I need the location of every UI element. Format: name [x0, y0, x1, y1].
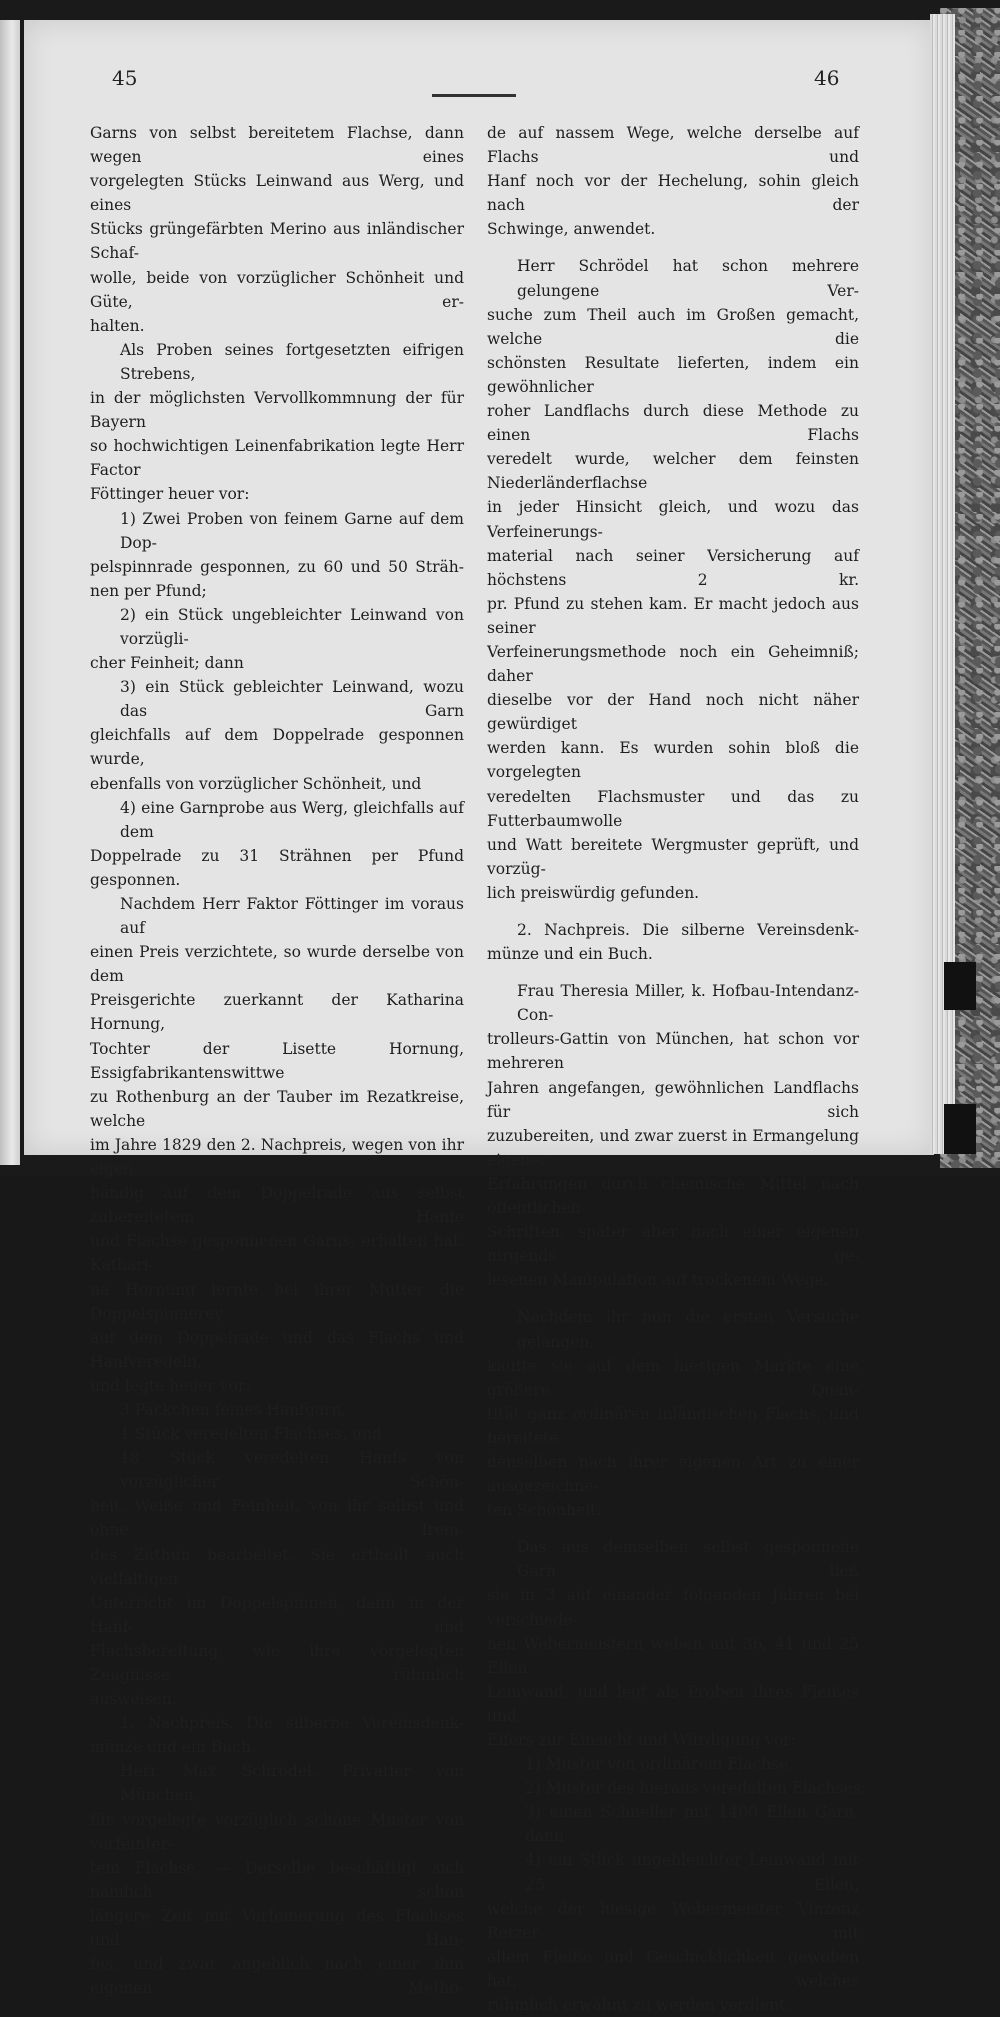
text-line: 1. Nachpreis. Die silberne Vereinsdenk- [120, 1714, 464, 1733]
text-line: de auf nassem Wege, welche derselbe auf Flachs und [487, 124, 859, 167]
text-line: 3 Päckchen feines Hanfgarn, [120, 1400, 347, 1419]
left-text-column [90, 121, 464, 2000]
text-line: und Watt bereitete Wergmuster geprüft, und vorzüg- [487, 835, 859, 878]
text-line: lich preiswürdig gefunden. [487, 883, 700, 902]
text-line: Unterricht im Doppelspinnen, dann in der Hanf- und [90, 1593, 464, 1636]
text-line: münze und ein Buch. [90, 1738, 256, 1757]
text-line: Herr Max Schrödel, Privatier von München, [120, 1762, 464, 1805]
header-rule [432, 94, 516, 97]
text-line: einen Preis verzichtete, so wurde derselbe von dem [90, 943, 464, 986]
text-line: nen per Pfund; [90, 581, 207, 600]
text-line: tität ganz ordinären inländischen Flachs, und bereitete [487, 1404, 859, 1447]
text-line: Nachdem Herr Faktor Föttinger im voraus auf [120, 895, 464, 938]
paragraph-gap [487, 241, 859, 254]
text-line: cher Feinheit; dann [90, 654, 244, 673]
text-line: 1) Zwei Proben von feinem Garne auf dem Dop- [120, 509, 464, 552]
text-line: allem Fleiße und Geschicklichkeit gewoben hat, welches [487, 1947, 859, 1990]
text-line: Preisgerichte zuerkannt der Katharina Hornung, [90, 991, 464, 1034]
text-line: und legte heuer vor: [90, 1376, 251, 1395]
text-line: Das aus demselben selbst gesponnene Garn ließ [517, 1538, 859, 1581]
text-line: in jeder Hinsicht gleich, und wozu das Verfeinerungs- [487, 498, 859, 541]
text-line: für vorgelegte vorzüglich schöne Muster von verfeinter- [90, 1810, 464, 1853]
text-line: 2) Muster des hieraus veredelten Flachses, [525, 1779, 866, 1798]
text-line: roher Landflachs durch diese Methode zu einen Flachs [487, 402, 859, 445]
text-line: so hochwichtigen Leinenfabrikation legte Herr Factor [90, 437, 464, 480]
text-line: suche zum Theil auch im Großen gemacht, welche die [487, 305, 859, 348]
text-line: längere Zeit mit Verfeinerung des Flachses und Han- [90, 1906, 464, 1950]
text-line: ten Schönheit. [487, 1501, 602, 1520]
text-line: münze und ein Buch. [487, 945, 653, 964]
text-line: 3) einen Schneller mit 1400 Ellen Garn, dann [525, 1803, 859, 1846]
text-line: denselben nach ihrer eigenen Art zu einer ausgezeichne- [487, 1452, 859, 1496]
text-line: Frau Theresia Miller, k. Hofbau-Intendanz-Con- [517, 982, 859, 1025]
text-line: Tochter der Lisette Hornung, Essigfabrikantenswittwe [90, 1039, 464, 1082]
paragraph-gap [487, 905, 859, 918]
text-line: 1) Muster von ordinärem Flachse, [525, 1755, 794, 1774]
text-line: pelspinnrade gesponnen, zu 60 und 50 Sträh- [90, 557, 464, 576]
text-line: schönsten Resultate lieferten, indem ein gewöhnlicher [487, 353, 859, 396]
text-line: zu Rothenburg an der Tauber im Rezatkreise, welche [90, 1087, 464, 1130]
paragraph-gap [487, 966, 859, 979]
text-line: na Hornung lernte bei ihrer Mutter die Doppelspinnerey [90, 1280, 464, 1323]
text-line: ebenfalls von vorzüglicher Schönheit, und [90, 774, 422, 793]
text-line: veredelt wurde, welcher dem feinsten Niederländerflachse [487, 450, 859, 493]
text-line: gleichfalls auf dem Doppelrade gesponnen wurde, [90, 726, 464, 769]
text-line: Schwinge, anwendet. [487, 220, 656, 239]
text-line: 1 Stück veredelten Flachses, und [120, 1425, 382, 1444]
text-line: material nach seiner Versicherung auf höchstens 2 kr. [487, 546, 859, 589]
text-line: vorgelegten Stücks Leinwand aus Werg, und eines [90, 172, 464, 215]
text-line: Erfahrungen durch chemische Mittel nach öffentlichen [487, 1174, 859, 1218]
text-line: sie in 3 auf einander folgenden Jahren bei verschiede- [487, 1586, 859, 1629]
text-line: Verfeinerungsmethode noch ein Geheimniß; daher [487, 642, 859, 686]
text-line: 2. Nachpreis. Die silberne Vereinsdenk- [517, 921, 859, 939]
text-line: tem Flachse. — Derselbe beschäftigt sich nämlich schon [90, 1858, 464, 1901]
right-text-column [487, 121, 866, 2017]
text-line: lesenen Manipulation auf trockenem Wege. [487, 1271, 829, 1290]
text-line: Schriften, später aber nach einer eigenen nirgends ge- [487, 1223, 859, 1266]
text-line: 18 Stück veredelten Hanfs von vorzüglicher Schön- [120, 1449, 464, 1492]
text-line: auf dem Doppelrade und das Flachs und Hanfveredeln, [90, 1328, 464, 1371]
text-line: nen Webermeistern weben mit 36, 41 und 25 Ellen [487, 1634, 859, 1677]
paragraph-gap [487, 1522, 859, 1535]
text-line: dieselbe vor der Hand noch nicht näher gewürdiget [487, 691, 859, 734]
text-line: des Zuthun bearbeitet. Sie ertheilt auch vielfältigen [90, 1545, 464, 1588]
page-number-left: 45 [112, 66, 138, 90]
text-line: Föttinger heuer vor: [90, 485, 250, 504]
text-line: in der möglichsten Vervollkommnung der für Bayern [90, 389, 464, 432]
text-line: Stücks grüngefärbten Merino aus inländischer Schaf- [90, 220, 464, 263]
black-tab [944, 962, 976, 1010]
text-line: Nachdem ihr nun die ersten Versuche gelangen, [517, 1308, 859, 1351]
text-line: kaufte sie auf dem hiesigen Markte eine größere Quan- [487, 1356, 859, 1399]
text-line: Herr Schrödel hat schon mehrere gelungene Ver- [517, 257, 859, 300]
text-line: pr. Pfund zu stehen kam. Er macht jedoch aus seiner [487, 594, 859, 637]
text-line: wolle, beide von vorzüglicher Schönheit und Güte, er- [90, 268, 464, 311]
text-line: fes, und zwar angeblich nach einer ihm eigenen Metho- [90, 1955, 464, 1998]
text-line: Leinwand, und legt als Proben ihres Fleißes und [487, 1682, 859, 1725]
text-line: zuzubereiten, und zwar zuerst in Ermangelung eigener [487, 1126, 859, 1169]
text-line: Als Proben seines fortgesetzten eifrigen Strebens, [120, 340, 464, 383]
text-line: 4) eine Garnprobe aus Werg, gleichfalls auf dem [120, 798, 464, 841]
text-line: im Jahre 1829 den 2. Nachpreis, wegen von ihr eigen- [90, 1135, 464, 1179]
text-line: Garns von selbst bereitetem Flachse, dann wegen eines [90, 124, 464, 167]
text-line: Eifers zur Einsicht und Würdigung vor: [487, 1731, 796, 1749]
text-line: Hanf noch vor der Hechelung, sohin gleich nach der [487, 172, 859, 215]
text-line: veredelten Flachsmuster und das zu Futterbaumwolle [487, 787, 859, 830]
left-page-edge [0, 20, 20, 1165]
black-tab [944, 1104, 976, 1154]
text-line: heit, Weiße und Feinheit, von ihr selbst und ohne frem- [90, 1497, 464, 1540]
text-line: 2) ein Stück ungebleichter Leinwand von vorzügli- [120, 605, 464, 648]
text-line: Doppelrade zu 31 Strähnen per Pfund gesponnen. [90, 846, 464, 889]
text-line: Jahren angefangen, gewöhnlichen Landflachs für sich [487, 1078, 859, 1121]
paragraph-gap [487, 1292, 859, 1305]
text-line: halten. [90, 316, 145, 335]
text-line: 3) ein Stück gebleichter Leinwand, wozu das Garn [120, 678, 464, 721]
text-line: ausweisen. [90, 1690, 177, 1709]
text-line: 4) ein Stück ungebleichter Leinwand mit 25 Ellen, [525, 1851, 859, 1894]
text-line: und Flachse gesponnenen Garns, erhalten hat. Kathari- [90, 1232, 464, 1275]
text-line: Flachsbereitung, wie ihre vorgelegten Zeugnisse rühmlich [90, 1641, 464, 1684]
text-line: werden kann. Es wurden sohin bloß die vorgelegten [487, 739, 859, 782]
text-line: rühmlich erwähnt zu werden verdient. [487, 1996, 791, 2015]
page-number-right: 46 [814, 66, 840, 90]
text-line: trolleurs-Gattin von München, hat schon vor mehreren [487, 1030, 859, 1073]
text-line: welche der hiesige Webermeister Vinzenz Retzer mit [487, 1899, 859, 1942]
text-line: händig auf dem Doppelrade aus selbst zubereitetem Hanfe [90, 1184, 464, 1227]
